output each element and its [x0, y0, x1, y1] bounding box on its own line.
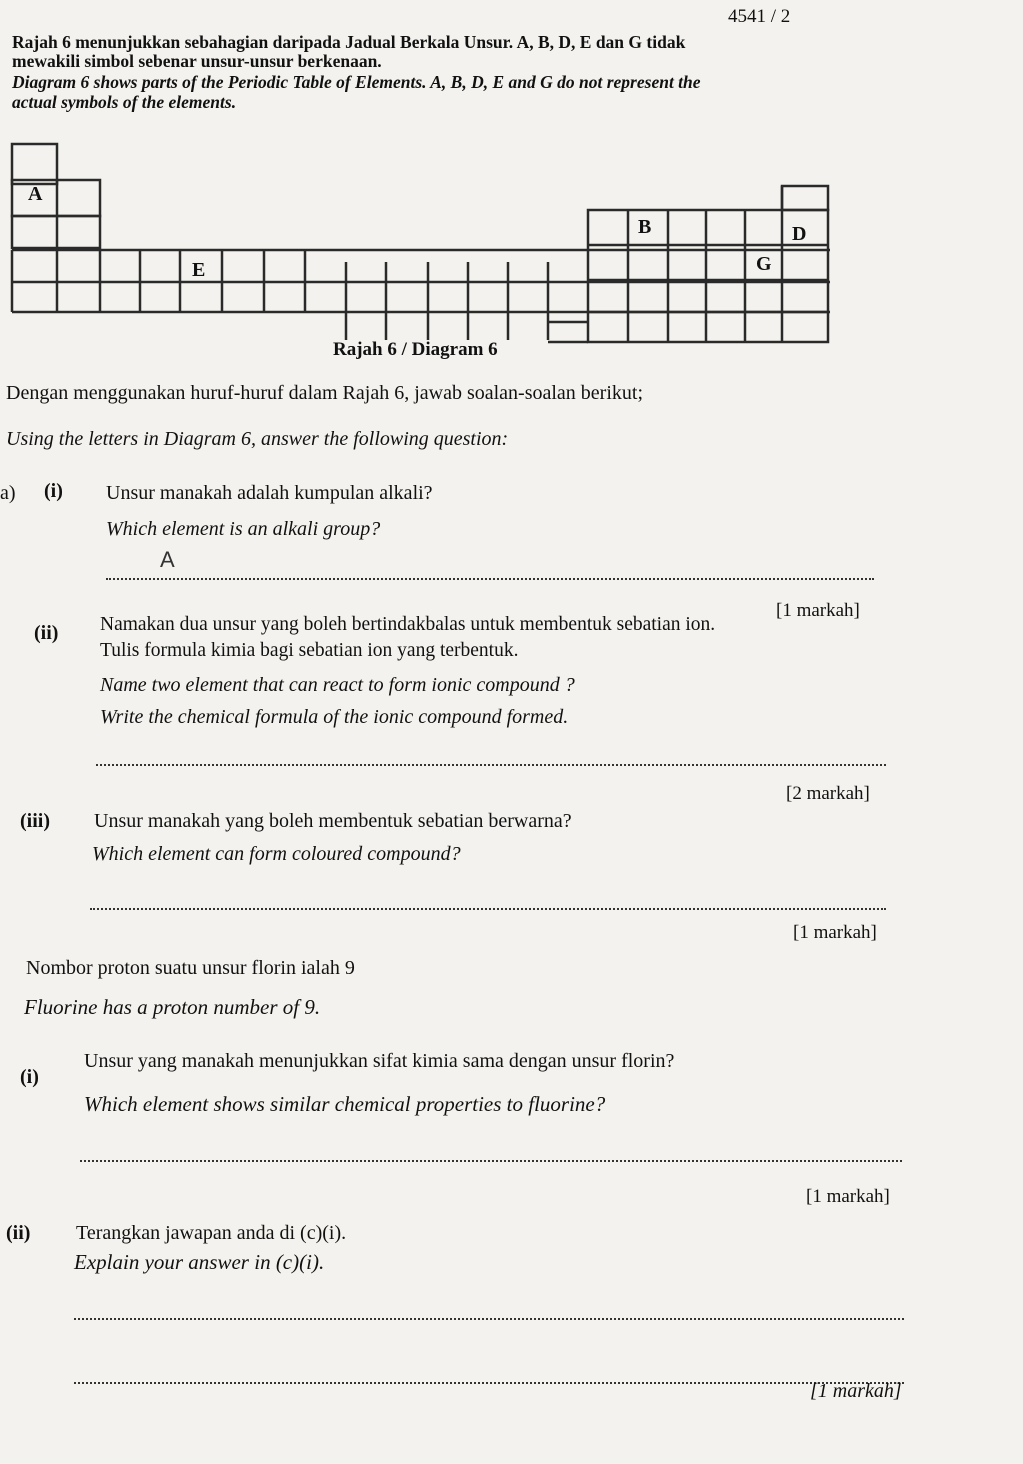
question-a-ii-malay-2: Tulis formula kimia bagi sebatian ion yang terbentuk. [100, 640, 519, 661]
question-a-iii-malay: Unsur manakah yang boleh membentuk sebatian berwarna? [94, 810, 572, 832]
intro-malay-line-1: Rajah 6 menunjukkan sebahagian daripada Jadual Berkala Unsur. A, B, D, E dan G tidak [12, 32, 686, 52]
instruction-malay: Dengan menggunakan huruf-huruf dalam Rajah 6, jawab soalan-soalan berikut; [6, 382, 644, 404]
intro-english-line-1: Diagram 6 shows parts of the Periodic Table of Elements. A, B, D, E and G do not represent the [12, 72, 701, 92]
question-c-ii-malay: Terangkan jawapan anda di (c)(i). [76, 1222, 347, 1244]
periodic-table-diagram [0, 0, 1023, 380]
question-a-ii-english-2: Write the chemical formula of the ionic compound formed. [100, 706, 569, 728]
intro-malay-line-2: mewakili simbol sebenar unsur-unsur berkenaan. [12, 51, 382, 71]
intro-english-line-2: actual symbols of the elements. [12, 92, 237, 112]
element-label-D: D [792, 223, 807, 245]
question-c-i-english: Which element shows similar chemical properties to fluorine? [84, 1092, 606, 1116]
page-code: 4541 / 2 [728, 6, 791, 27]
instruction-english: Using the letters in Diagram 6, answer the following question: [6, 428, 509, 450]
element-label-G: G [756, 253, 772, 275]
answer-line-c-ii-1[interactable] [74, 1318, 904, 1320]
question-a-i-number: (i) [44, 480, 63, 502]
marks-a-iii: [1 markah] [793, 922, 877, 943]
question-a-ii-english-1: Name two element that can react to form ionic compound ? [100, 674, 575, 696]
question-c-i-malay: Unsur yang manakah menunjukkan sifat kimia sama dengan unsur florin? [84, 1050, 675, 1072]
question-c-ii-number: (ii) [6, 1222, 31, 1244]
question-c-stem-malay: Nombor proton suatu unsur florin ialah 9 [26, 957, 355, 979]
question-a-ii-number: (ii) [34, 622, 59, 644]
question-c-i-number: (i) [20, 1066, 39, 1088]
question-c-stem-english: Fluorine has a proton number of 9. [24, 995, 321, 1019]
question-c-ii-english: Explain your answer in (c)(i). [74, 1250, 325, 1274]
question-a-iii-english: Which element can form coloured compound? [92, 843, 461, 865]
answer-line-c-ii-2[interactable] [74, 1382, 904, 1384]
element-label-B: B [638, 216, 652, 238]
marks-c-ii: [1 markah] [810, 1380, 902, 1402]
marks-a-ii: [2 markah] [786, 783, 870, 804]
question-a-iii-number: (iii) [20, 810, 50, 832]
question-part-a: a) [0, 482, 16, 504]
diagram-caption: Rajah 6 / Diagram 6 [333, 339, 498, 360]
answer-line-c-i[interactable] [80, 1160, 902, 1162]
question-a-ii-malay-1: Namakan dua unsur yang boleh bertindakbalas untuk membentuk sebatian ion. [100, 614, 716, 635]
answer-line-a-iii[interactable] [90, 908, 886, 910]
answer-line-a-ii[interactable] [96, 764, 886, 766]
handwritten-answer-a-i: A [160, 547, 175, 572]
marks-c-i: [1 markah] [806, 1186, 890, 1207]
question-a-i-english: Which element is an alkali group? [106, 518, 381, 540]
element-label-E: E [192, 259, 206, 281]
answer-line-a-i[interactable] [106, 578, 874, 580]
marks-a-i: [1 markah] [776, 600, 860, 621]
element-label-A: A [28, 183, 43, 205]
question-a-i-malay: Unsur manakah adalah kumpulan alkali? [106, 482, 433, 504]
